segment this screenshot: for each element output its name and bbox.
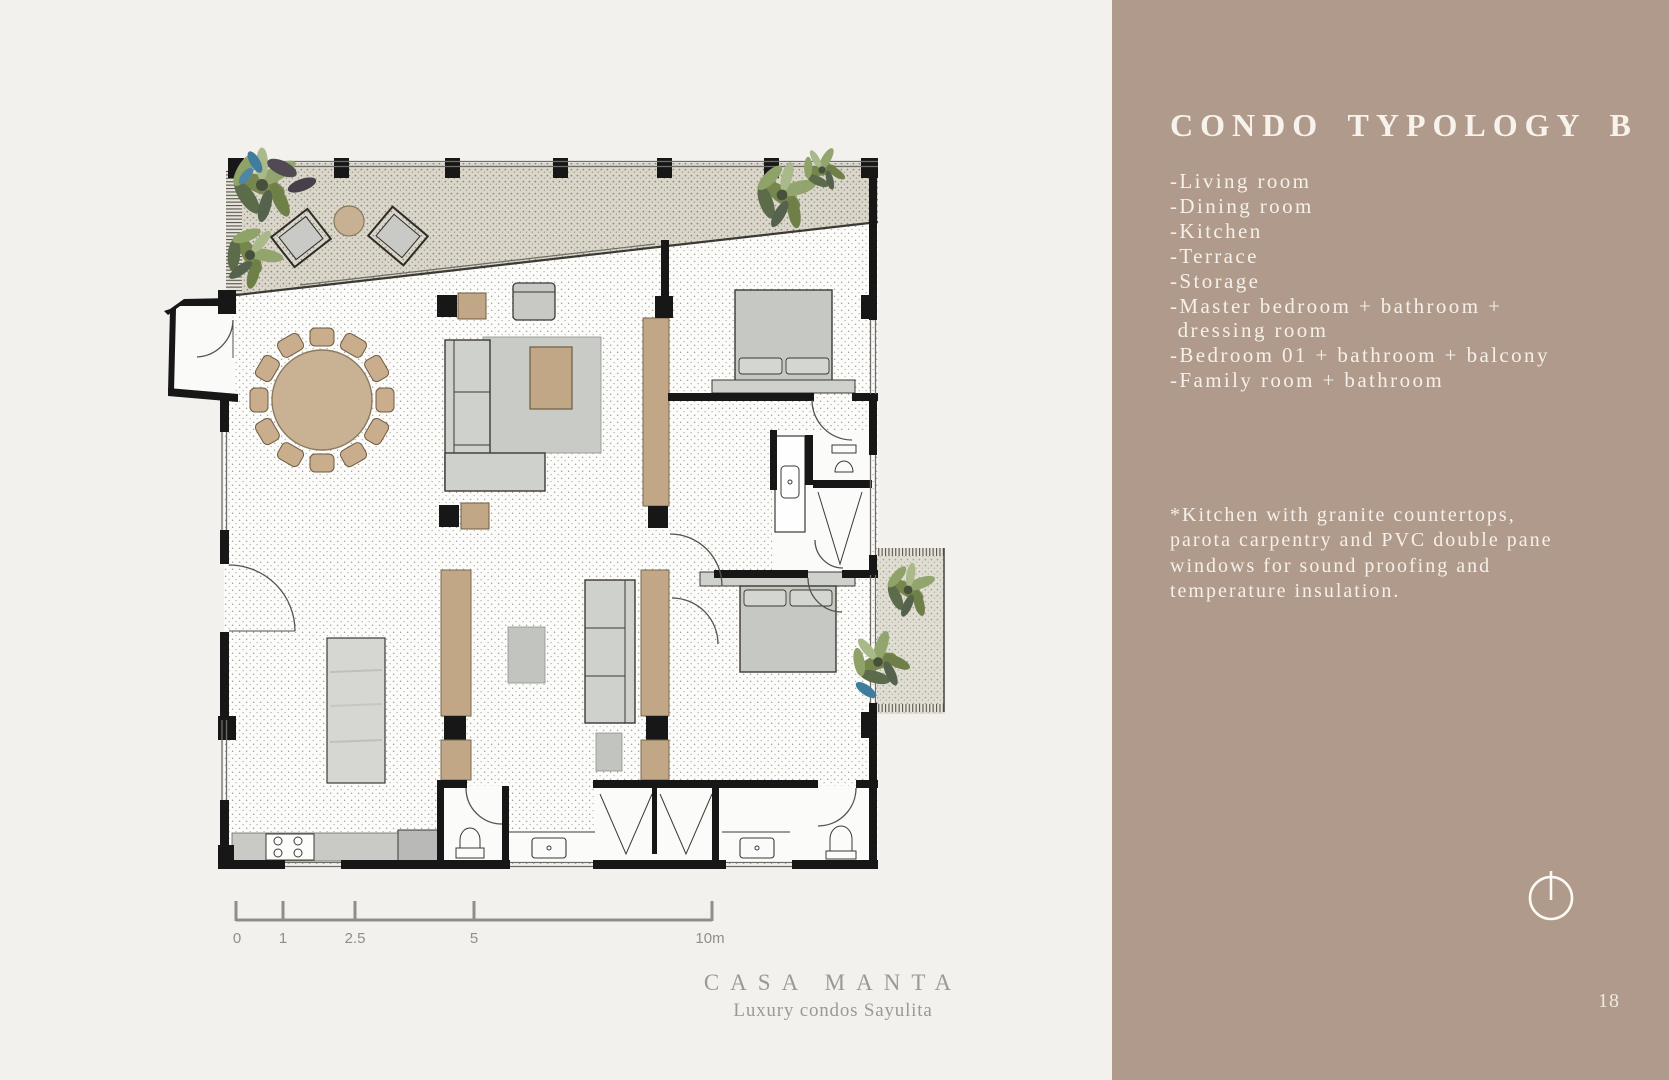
- scale-labels: [233, 930, 725, 947]
- rooms-list: [1170, 169, 1550, 393]
- rooms-list-item: dressing room: [1170, 318, 1329, 343]
- entry-vestibule-floor: [170, 302, 236, 397]
- rooms-list-item: -Living room: [1170, 169, 1312, 193]
- kitchen-note-line: *Kitchen with granite countertops,: [1170, 504, 1516, 526]
- page-number: 18: [1598, 990, 1620, 1012]
- balcony-rug-edge: [877, 548, 945, 556]
- scale-label-4: 10m: [695, 930, 725, 947]
- kitchen-note-line: temperature insulation.: [1170, 579, 1401, 602]
- kitchen-note: [1170, 503, 1552, 604]
- rooms-list-item: -Kitchen: [1170, 218, 1263, 243]
- scale-label-0: 0: [232, 930, 242, 947]
- kitchen-pantry: [441, 570, 471, 780]
- scale-label-2: 2.5: [344, 930, 366, 947]
- rooms-list-item: -Bedroom 01 + bathroom + balcony: [1170, 343, 1550, 368]
- scale-label-3: 5: [469, 930, 479, 947]
- kitchen-note-line: windows for sound proofing and: [1170, 554, 1492, 577]
- rooms-list-item: -Terrace: [1170, 243, 1259, 268]
- kitchen-note-line: parota carpentry and PVC double pane: [1170, 529, 1553, 552]
- page-title: CONDO TYPOLOGY B: [1170, 107, 1638, 143]
- scale-bar: [236, 901, 712, 921]
- scale-label-1: 1: [278, 930, 288, 947]
- rooms-list-item: -Family room + bathroom: [1170, 368, 1445, 393]
- brand-subtitle: Luxury condos Sayulita: [733, 1000, 933, 1021]
- terrace-side-table: [334, 206, 364, 236]
- rooms-list-item: -Dining room: [1170, 193, 1314, 218]
- balcony-rug-edge: [877, 704, 945, 712]
- rooms-list-item: -Master bedroom + bathroom +: [1170, 293, 1503, 318]
- brand-title: CASA MANTA: [703, 970, 963, 995]
- rooms-list-item: -Storage: [1170, 268, 1261, 293]
- north-arrow-icon: [1515, 860, 1595, 940]
